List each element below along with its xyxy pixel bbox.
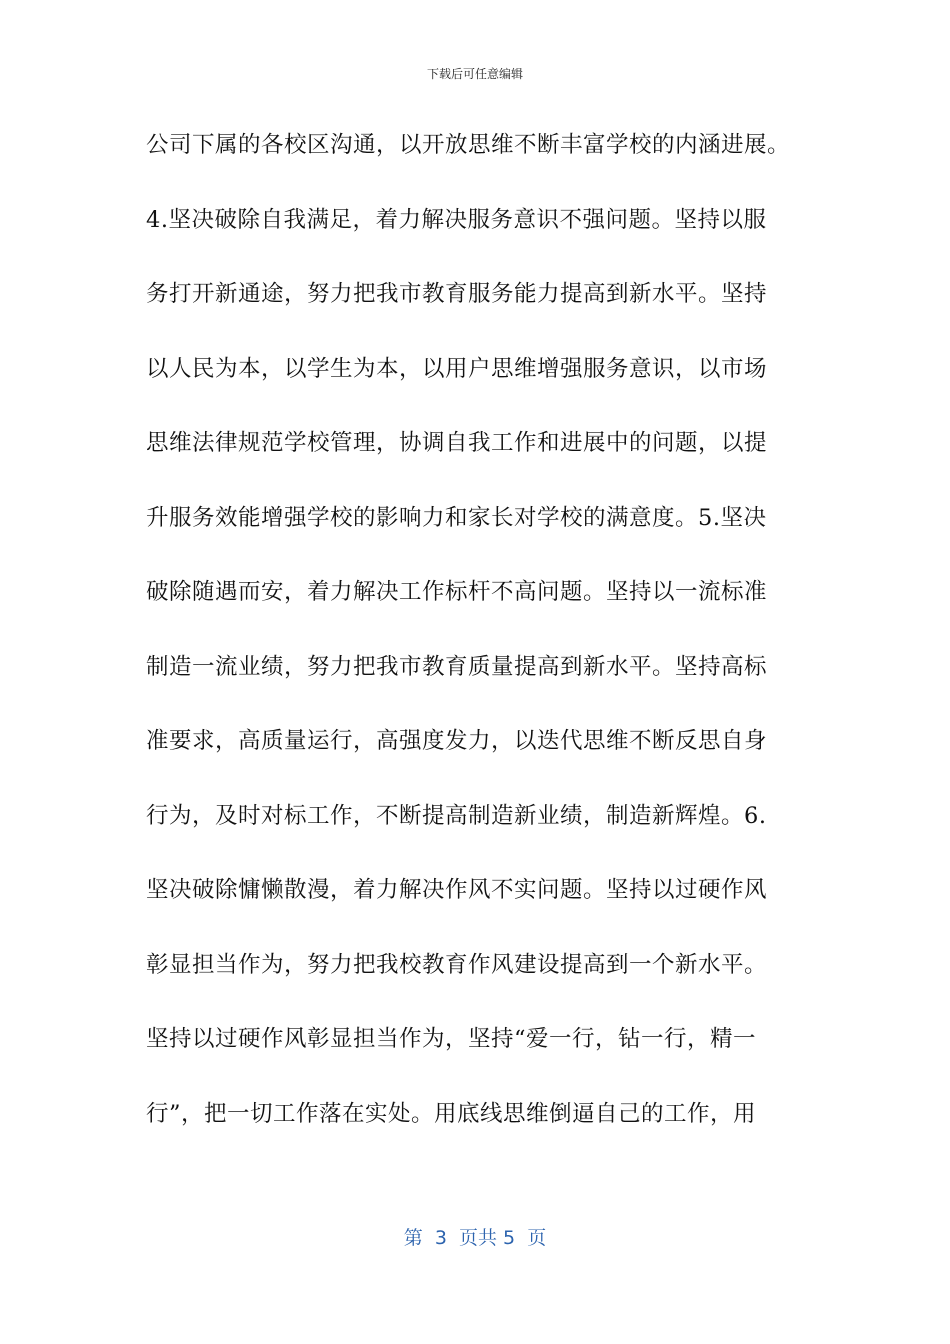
body-line: 务打开新通途，努力把我市教育服务能力提高到新水平。坚持 xyxy=(146,281,768,307)
body-line: 坚决破除慵懒散漫，着力解决作风不实问题。坚持以过硬作风 xyxy=(146,877,768,903)
body-line: 彰显担当作为，努力把我校教育作风建设提高到一个新水平。 xyxy=(146,951,768,978)
page-header: 下载后可任意编辑 xyxy=(426,67,523,81)
body-line: 思维法律规范学校管理，协调自我工作和进展中的问题，以提 xyxy=(146,430,768,456)
body-line: 以人民为本，以学生为本，以用户思维增强服务意识，以市场 xyxy=(146,355,768,382)
body-line: 升服务效能增强学校的影响力和家长对学校的满意度。5.坚决 xyxy=(146,504,767,531)
body-line: 4.坚决破除自我满足，着力解决服务意识不强问题。坚持以服 xyxy=(146,206,767,233)
body-line: 制造一流业绩，努力把我市教育质量提高到新水平。坚持高标 xyxy=(146,653,768,680)
body-line: 坚持以过硬作风彰显担当作为，坚持“爱一行，钻一行，精一 xyxy=(146,1026,757,1052)
page-number-footer: 第 3 页共 5 页 xyxy=(403,1227,547,1249)
body-line: 行”，把一切工作落在实处。用底线思维倒逼自己的工作，用 xyxy=(146,1100,757,1127)
body-line: 破除随遇而安，着力解决工作标杆不高问题。坚持以一流标准 xyxy=(146,579,768,605)
document-body xyxy=(146,122,826,1165)
body-line: 准要求，高质量运行，高强度发力，以迭代思维不断反思自身 xyxy=(146,728,768,754)
body-line: 公司下属的各校区沟通，以开放思维不断丰富学校的内涵进展。 xyxy=(146,132,791,158)
body-line: 行为，及时对标工作，不断提高制造新业绩，制造新辉煌。6. xyxy=(146,802,767,829)
